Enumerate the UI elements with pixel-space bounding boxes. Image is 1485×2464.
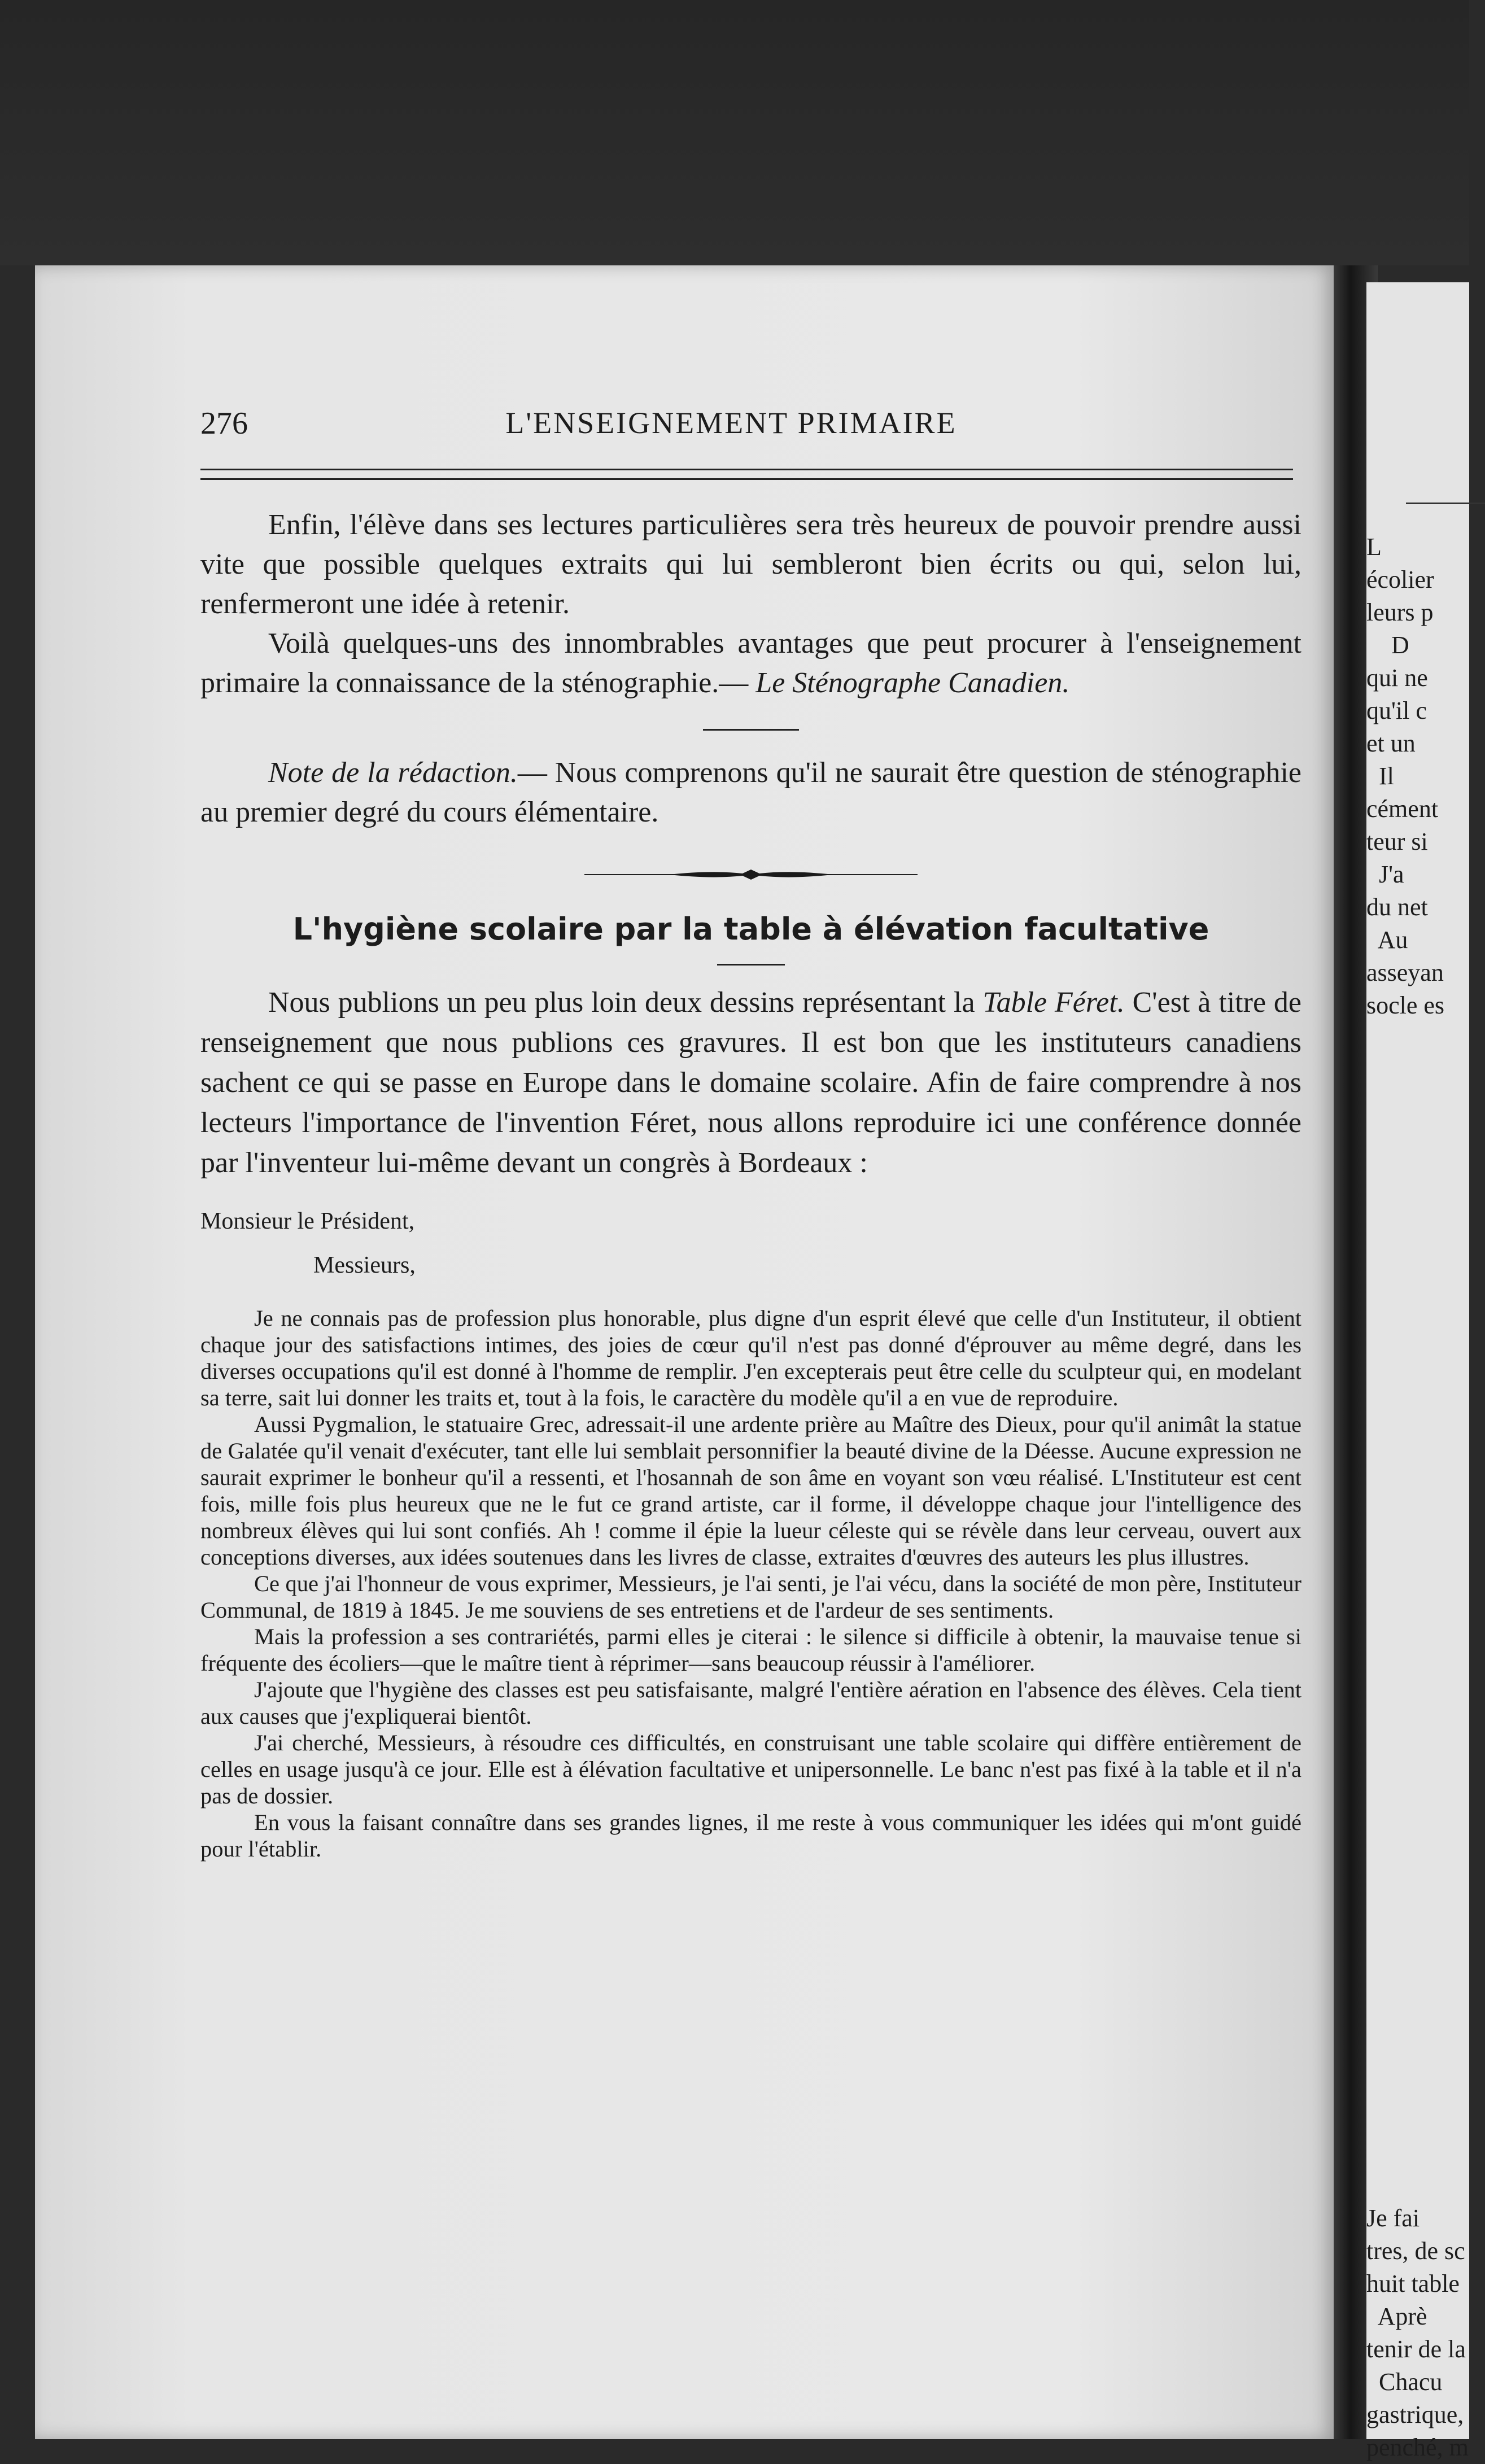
section-divider (703, 729, 799, 731)
page-content (200, 505, 1301, 1862)
facing-page-bottom-text: Je fai tres, de sc huit table Aprè tenir de la Chacu gastrique, penché, m (1366, 2204, 1469, 2461)
speech-paragraph: Ce que j'ai l'honneur de vous exprimer, Messieurs, je l'ai senti, je l'ai vécu, dans la société de mon père, Instituteur Communal, de 1819 à 1845. Je me souviens de ses entretiens et de l'ardeur de ses sentiments. (200, 1571, 1301, 1623)
salutation-messieurs: Messieurs, (313, 1252, 416, 1278)
article-title: L'hygiène scolaire par la table à élévation facultative (292, 911, 1209, 947)
opening-paragraph-1: Enfin, l'élève dans ses lectures particulières sera très heureux de pouvoir prendre aussi vite que possible quelques extraits qui lui sembleront bien écrits ou qui, selon lui, renfermeront une idée à retenir. (200, 509, 1301, 620)
salutation-president: Monsieur le Président, (200, 1208, 415, 1234)
running-title: L'ENSEIGNEMENT PRIMAIRE (505, 406, 957, 440)
speech-body (200, 1305, 1301, 1862)
page-header (167, 405, 1296, 445)
page-number: 276 (200, 406, 248, 441)
editor-note-label: Note de la rédaction. (268, 757, 518, 789)
facing-page-top-text: L écolier leurs p D qui ne qu'il c et un Il cément teur si J'a du net Au asseyan socle es (1366, 533, 1445, 1019)
speech-paragraph: Aussi Pygmalion, le statuaire Grec, adressait-il une ardente prière au Maître des Dieux, pour qu'il animât la statue de Galatée qu'il venait d'exécuter, tant elle lui semblait personnifier la beauté divine de la Déesse. Aucune expression ne saurait exprimer le bonheur qu'il a ressenti, et l'hosannah de son âme en voyant son vœu réalisé. L'Instituteur est cent fois, mille fois plus heureux que ne le fut ce grand artiste, car il forme, il développe chaque jour l'intelligence des nombreux élèves qui lui sont confiés. Ah ! comme il épie la lueur céleste qui se révèle dans leur cerveau, ouvert aux conceptions diverses, aux idées soutenues dans les livres de classe, extraites d'œuvres des auteurs les plus illustres. (200, 1412, 1301, 1570)
source-citation: Le Sténographe Canadien. (755, 667, 1070, 699)
speech-paragraph: En vous la faisant connaître dans ses grandes lignes, il me reste à vous communiquer les idées qui m'ont guidé pour l'établir. (200, 1810, 1301, 1862)
facing-page-rule (1406, 503, 1485, 504)
ornamental-divider (584, 866, 918, 883)
speech-paragraph: J'ajoute que l'hygiène des classes est peu satisfaisante, malgré l'entière aération en l'absence des élèves. Cela tient aux causes que j'expliquerai bientôt. (200, 1677, 1301, 1729)
speech-paragraph: Je ne connais pas de profession plus honorable, plus digne d'un esprit élevé que celle d'un Instituteur, il obtient chaque jour des satisfactions intimes, des joies de cœur qu'il n'est pas donné d'éprouver au même degré, dans les diverses occupations qu'il est donné à l'homme de remplir. J'en excepterais peut être celle du sculpteur qui, en modelant sa terre, sait lui donner les traits et, tout à la fois, le caractère du modèle qu'il a en vue de reproduire. (200, 1305, 1301, 1410)
header-double-rule (200, 469, 1293, 480)
speech-paragraph: Mais la profession a ses contrariétés, parmi elles je citerai : le silence si difficile à obtenir, la mauvaise tenue si fréquente des écoliers—que le maître tient à réprimer—sans beaucoup réussir à l'améliorer. (200, 1624, 1301, 1676)
article-intro (200, 982, 1301, 1183)
speech-paragraph: J'ai cherché, Messieurs, à résoudre ces difficultés, en construisant une table scolaire qui diffère entièrement de celles en usage jusqu'à ce jour. Elle est à élévation facultative et unipersonnelle. Le banc n'est pas fixé à la table et il n'a pas de dossier. (200, 1730, 1301, 1808)
facing-page-fragment (1366, 282, 1469, 2461)
opening-paragraph-2-text: Voilà quelques-uns des innombrables avantages que peut procurer à l'enseignement primaire la connaissance de la sténographie.— (200, 627, 1301, 699)
editor-note (200, 753, 1301, 832)
opening-paragraph-2 (200, 624, 1301, 703)
intro-italic: Table Féret. (982, 986, 1125, 1019)
scan-background (0, 0, 1469, 265)
title-underline (717, 964, 785, 965)
editor-note-text: — Nous comprenons qu'il ne saurait être question de sténographie au premier degré du cours élémentaire. (200, 757, 1301, 828)
intro-text-b: C'est à titre de renseignement que nous publions ces gravures. Il est bon que les instituteurs canadiens sachent ce qui se passe en Europe dans le domaine scolaire. Afin de faire comprendre à nos lecteurs l'importance de l'invention Féret, nous allons reproduire ici une conférence donnée par l'inventeur lui-même devant un congrès à Bordeaux : (200, 986, 1301, 1179)
intro-text-a: Nous publions un peu plus loin deux dessins représentant la (268, 986, 983, 1019)
